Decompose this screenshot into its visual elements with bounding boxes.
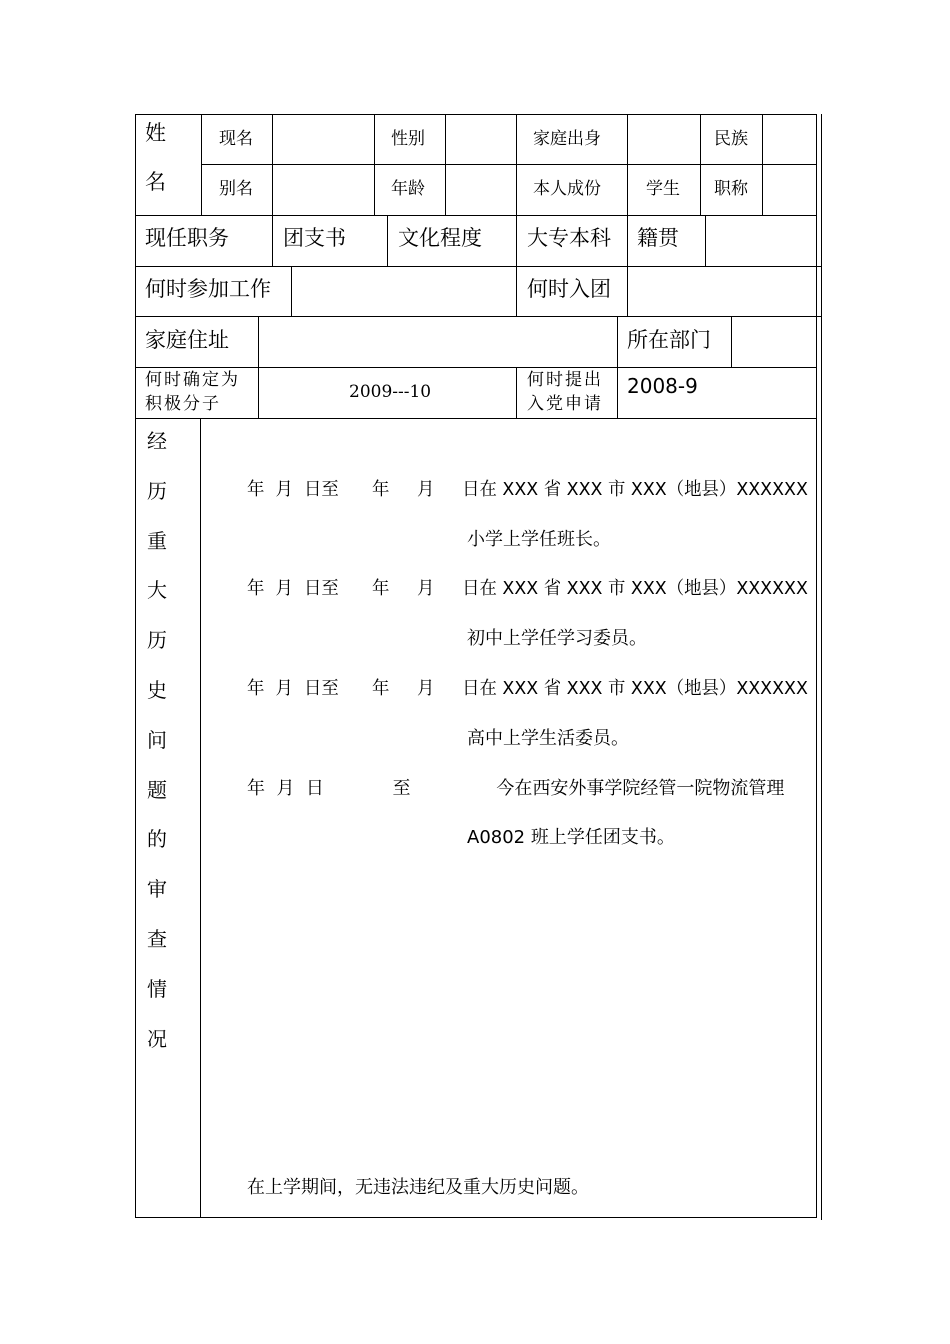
rule-h1 xyxy=(201,164,817,165)
history-entry-line2: 初中上学任学习委员。 xyxy=(467,628,647,649)
rule-v-r2b xyxy=(387,215,388,267)
history-label-char: 审 xyxy=(147,877,167,901)
education-label: 文化程度 xyxy=(398,226,482,250)
rule-v-r1b xyxy=(272,114,273,216)
personal-status-label: 本人成份 xyxy=(533,179,601,199)
work-start-label: 何时参加工作 xyxy=(145,277,271,301)
rule-v-r5b xyxy=(516,367,517,419)
activist-label-line2: 积极分子 xyxy=(145,394,221,414)
rule-v-r5c xyxy=(617,367,618,419)
history-entry-line2: 小学上学任班长。 xyxy=(467,529,611,550)
rule-v-r1h xyxy=(762,114,763,216)
history-label-char: 历 xyxy=(147,479,167,503)
history-entry-line2: 高中上学生活委员。 xyxy=(467,728,629,749)
family-origin-label: 家庭出身 xyxy=(533,129,601,149)
history-label-char: 大 xyxy=(147,578,167,602)
rule-v-r2e xyxy=(705,215,706,267)
rule-v-r1g xyxy=(700,114,701,216)
rule-v-r2c xyxy=(516,215,517,267)
rule-v-r3c xyxy=(627,266,628,317)
title-label: 职称 xyxy=(714,179,748,199)
rule-v-r2a xyxy=(272,215,273,267)
rule-h4 xyxy=(135,316,821,317)
border-top xyxy=(135,114,817,115)
history-label-char: 重 xyxy=(147,529,167,553)
rule-v-r4b xyxy=(617,316,618,368)
native-place-label: 籍贯 xyxy=(637,226,679,250)
rule-v-r1e xyxy=(516,114,517,216)
history-label-char: 史 xyxy=(147,678,167,702)
name-label-char-2: 名 xyxy=(145,170,166,194)
position-label: 现任职务 xyxy=(145,226,229,250)
history-entry-line2: A0802 班上学任团支书。 xyxy=(467,827,675,848)
history-label-char: 题 xyxy=(147,778,167,802)
rule-v-r5a xyxy=(258,367,259,419)
border-left xyxy=(135,114,136,1218)
history-entry-line1: 年 月 日 至 今在西安外事学院经管一院物流管理 xyxy=(247,778,785,799)
rule-v-history xyxy=(200,418,201,1218)
rule-v-r1c xyxy=(374,114,375,216)
history-conclusion: 在上学期间，无违法违纪及重大历史问题。 xyxy=(247,1177,589,1198)
border-right-outer xyxy=(821,114,822,1220)
address-label: 家庭住址 xyxy=(145,328,229,352)
league-join-label: 何时入团 xyxy=(527,277,611,301)
rule-v-r1d xyxy=(445,114,446,216)
history-label-char: 问 xyxy=(147,728,167,752)
alias-label: 别名 xyxy=(219,179,253,199)
history-entry-line1: 年 月 日至 年 月 日在 XXX 省 XXX 市 XXX（地县）XXXXXX xyxy=(247,578,808,599)
education-value: 大专本科 xyxy=(527,226,611,250)
history-label-char: 经 xyxy=(147,429,167,453)
name-label-char-1: 姓 xyxy=(145,121,166,145)
age-label: 年龄 xyxy=(391,179,425,199)
rule-v-r4a xyxy=(258,316,259,368)
position-value: 团支书 xyxy=(283,226,346,250)
application-label-line2: 入党申请 xyxy=(527,394,603,414)
history-label-char: 情 xyxy=(147,977,167,1001)
history-label-char: 历 xyxy=(147,628,167,652)
rule-h3 xyxy=(135,266,821,267)
rule-v-r1a xyxy=(201,114,202,216)
application-value: 2008-9 xyxy=(627,374,698,398)
activist-value: 2009---10 xyxy=(349,382,432,402)
rule-v-r3b xyxy=(516,266,517,317)
rule-v-r3a xyxy=(291,266,292,317)
rule-h6 xyxy=(135,418,817,419)
history-entry-line1: 年 月 日至 年 月 日在 XXX 省 XXX 市 XXX（地县）XXXXXX xyxy=(247,678,808,699)
rule-v-r2d xyxy=(627,215,628,267)
border-right xyxy=(816,114,817,1218)
rule-h5 xyxy=(135,367,817,368)
history-entry-line1: 年 月 日至 年 月 日在 XXX 省 XXX 市 XXX（地县）XXXXXX xyxy=(247,479,808,500)
history-label-char: 况 xyxy=(147,1027,167,1051)
department-label: 所在部门 xyxy=(627,328,711,352)
ethnicity-label: 民族 xyxy=(714,129,748,149)
gender-label: 性别 xyxy=(391,129,425,149)
activist-label-line1: 何时确定为 xyxy=(145,370,240,390)
current-name-label: 现名 xyxy=(219,129,253,149)
border-bottom xyxy=(135,1217,817,1218)
rule-v-r4c xyxy=(731,316,732,368)
application-label-line1: 何时提出 xyxy=(527,370,603,390)
history-label-char: 查 xyxy=(147,927,167,951)
personal-status-value: 学生 xyxy=(646,179,680,199)
rule-h2 xyxy=(135,215,817,216)
rule-v-r1f xyxy=(627,114,628,216)
history-label-char: 的 xyxy=(147,827,167,851)
